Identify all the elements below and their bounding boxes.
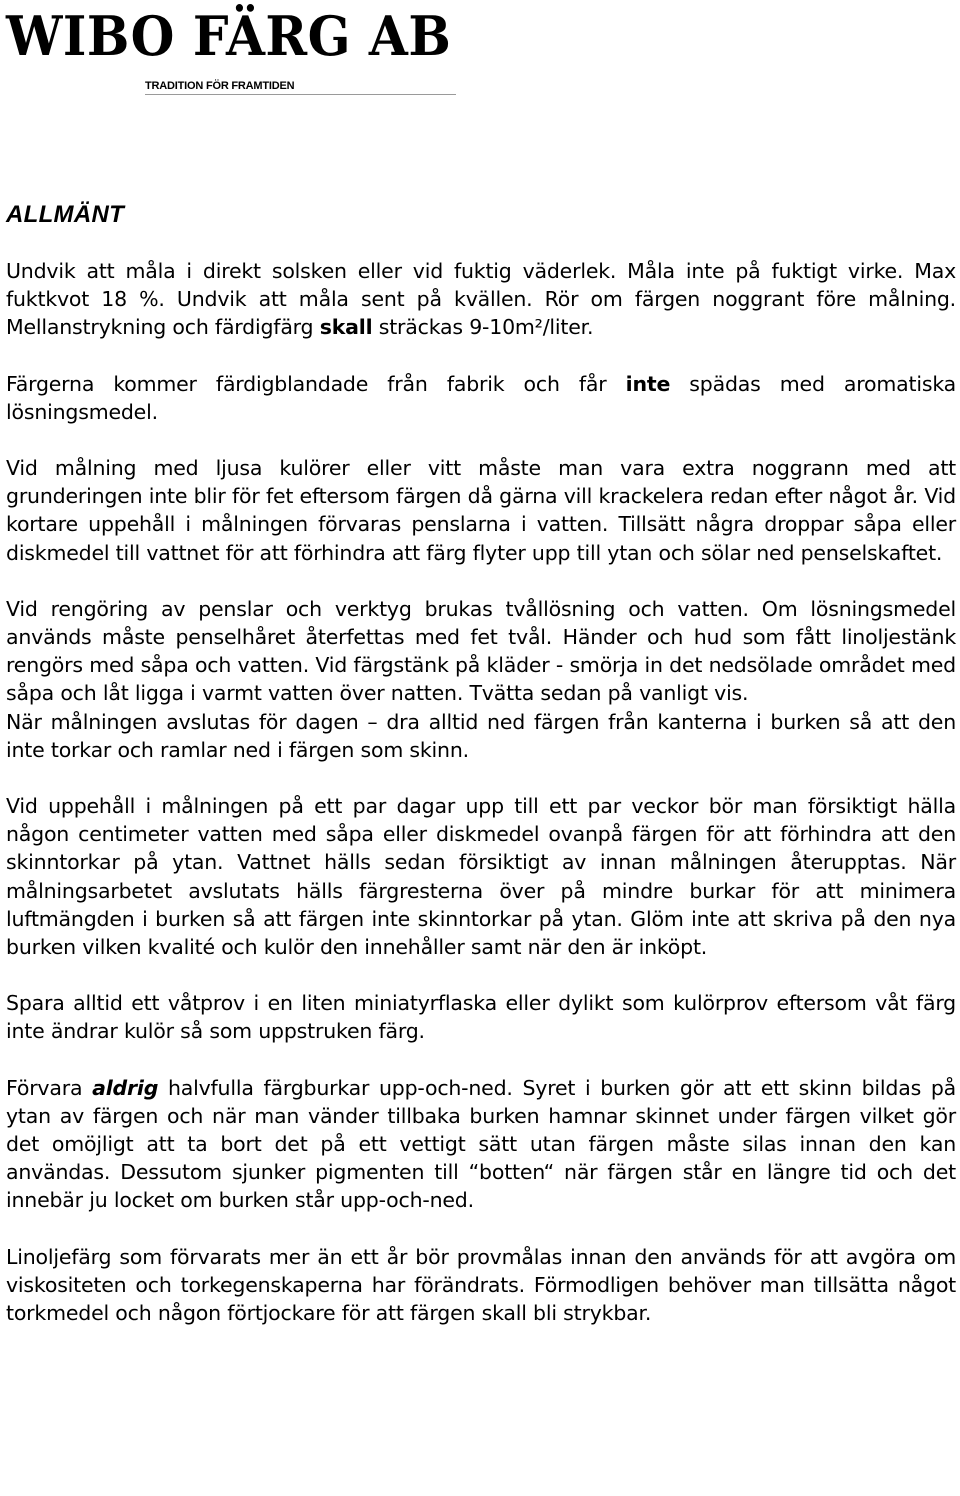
logo-underline — [145, 94, 456, 95]
emphasis-text: inte — [625, 371, 671, 396]
paragraph-sample: Spara alltid ett våtprov i en liten miniatyrflaska eller dylikt som kulörprov eftersom våt färg inte ändrar kulör så som uppstruken färg. — [6, 991, 956, 1044]
paragraph-text: spädas med aromatiska lösningsmedel. — [6, 371, 956, 424]
document-body — [6, 257, 956, 1355]
paragraph-end-of-day: När målningen avslutas för dagen – dra alltid ned färgen från kanterna i burken så att den inte torkar och ramlar ned i färgen som skinn. — [6, 709, 956, 762]
paragraph-storage — [6, 1074, 956, 1215]
paragraph-text: Undvik att måla i direkt solsken eller vid fuktig väderlek. Måla inte på fuktigt virke. Max fuktkvot 18 %. Undvik att måla sent på kvällen. Rör om färgen noggrant före målning. Mellanstrykning och färdigfärg — [6, 259, 956, 340]
emphasis-text: aldrig — [92, 1075, 159, 1100]
paragraph-general-advice — [6, 257, 956, 342]
paragraph-old-paint: Linoljefärg som förvarats mer än ett år bör provmålas innan den används för att avgöra om viskositeten och torkegenskaperna har förändrats. Förmodligen behöver man tillsätta något torkmedel och någon förtjockare för att färgen skall bli strykbar. — [6, 1244, 956, 1326]
paragraph-cleaning: Vid rengöring av penslar och verktyg brukas tvållösning och vatten. Om lösningsmedel används måste penselhåret återfettas med fet tvål. Händer och hud som fått linoljestänk rengörs med såpa och vatten. Vid färgstänk på kläder - smörja in det nedsölade området med såpa och låt ligga i varmt vatten över natten. Tvätta sedan på vanligt vis. — [6, 596, 956, 706]
paragraph-text: halvfulla färgburkar upp-och-ned. Syret i burken gör att ett skinn bildas på ytan av färgen och när man vänder tillbaka burken hamnar skinnet under färgen vilket gör det omöjligt att ta bort det på ett vettigt sätt utan färgen måste silas innan den kan användas. Dessutom sjunker pigmenten till “botten“ när färgen står en längre tid och det innebär ju locket om burken står upp-och-ned. — [6, 1075, 956, 1213]
logo-title: WIBO FÄRG AB — [6, 4, 452, 68]
paragraph-light-colors: Vid målning med ljusa kulörer eller vitt måste man vara extra noggrann med att grunderingen inte blir för fet eftersom färgen då gärna vill krackelera redan efter något år. Vid kortare uppehåll i målningen förvaras penslarna i vatten. Tillsätt några droppar såpa eller diskmedel till vattnet för att förhindra att färg flyter upp till ytan och sölar ned penselskaftet. — [6, 456, 956, 565]
paragraph-mixing — [6, 370, 956, 426]
paragraph-text: sträckas 9-10m²/liter. — [372, 315, 594, 340]
paragraph-text: Färgerna kommer färdigblandade från fabrik och får — [6, 371, 626, 396]
section-heading: ALLMÄNT — [6, 201, 125, 228]
paragraph-text: Förvara — [6, 1075, 93, 1100]
logo-tagline: TRADITION FÖR FRAMTIDEN — [145, 80, 295, 92]
paragraph-pause: Vid uppehåll i målningen på ett par dagar upp till ett par veckor bör man försiktigt hälla någon centimeter vatten med såpa eller diskmedel ovanpå färgen för att förhindra att den skinntorkar på ytan. Vattnet hälls sedan försiktigt av innan målningen återupptas. När målningsarbetet avslutats hälls färgresterna över på mindre burkar för att minimera luftmängden i burken så att färgen inte skinntorkar på ytan. Glöm inte att skriva på den nya burken vilken kvalité och kulör den innehåller samt när den är inköpt. — [6, 794, 956, 960]
company-logo — [6, 6, 452, 96]
emphasis-text: skall — [319, 315, 373, 340]
